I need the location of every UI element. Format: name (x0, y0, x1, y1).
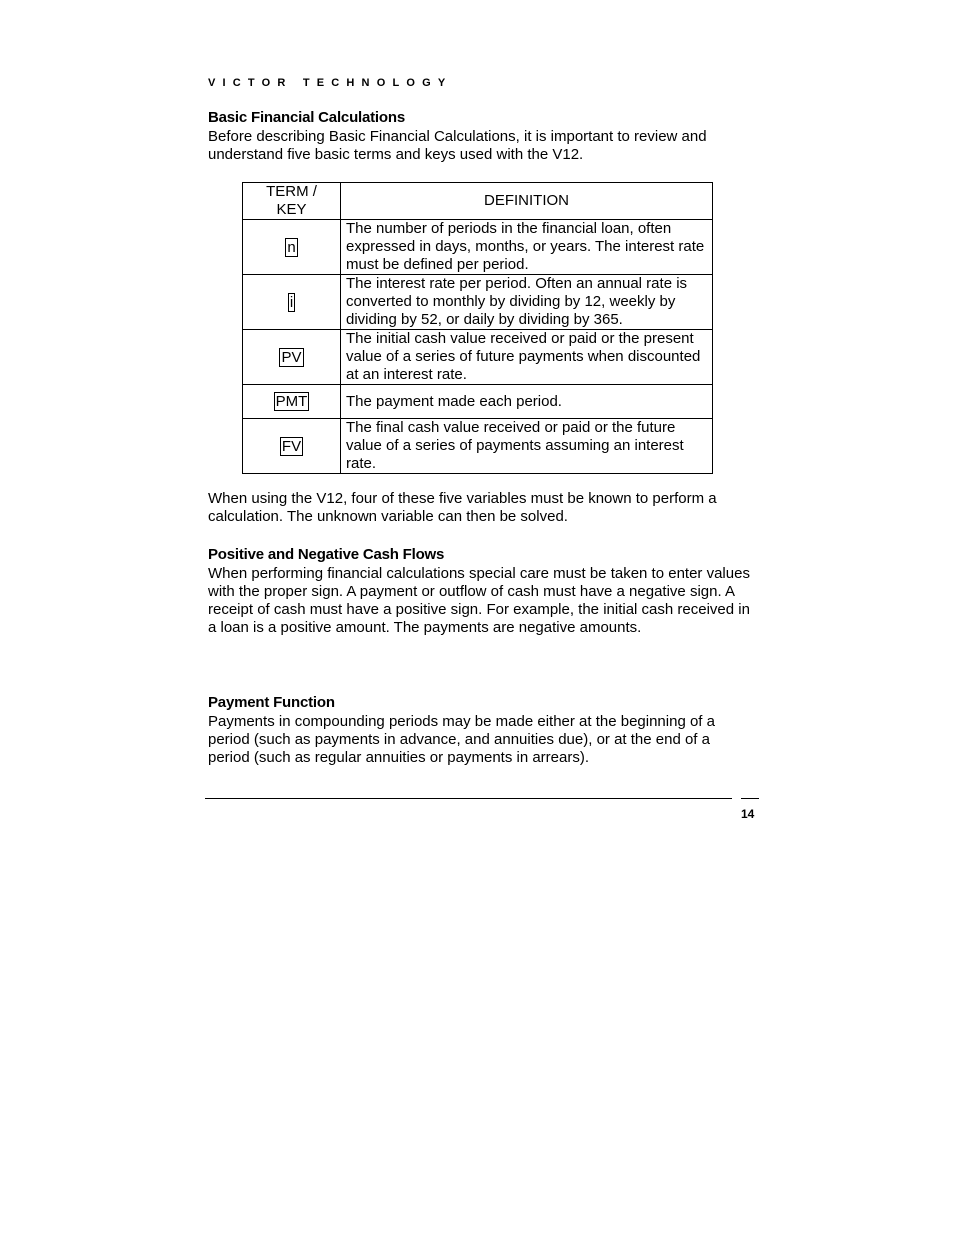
section-heading-cash-flows: Positive and Negative Cash Flows (208, 546, 445, 563)
footer-rule-short (741, 798, 759, 799)
running-header: VICTOR TECHNOLOGY (208, 77, 453, 89)
key-pmt: PMT (275, 393, 308, 410)
table-row-pv (243, 330, 713, 385)
term-cell (243, 385, 341, 419)
cash-flows-paragraph: When performing financial calculations special care must be taken to enter values with the proper sign. A payment or outflow of cash must have a negative sign. A receipt of cash must have a positive sign. For example, the initial cash received in a loan is a positive amount. The payments are negative amounts. (208, 565, 750, 636)
definition-cell: The payment made each period. (341, 385, 713, 419)
key-i: i (289, 293, 294, 311)
term-cell (243, 330, 341, 385)
definition-column-header: DEFINITION (341, 183, 713, 220)
table-row-pmt (243, 385, 713, 419)
terms-table (242, 182, 713, 474)
definition-cell: The final cash value received or paid or the future value of a series of payments assuming an interest rate. (341, 419, 713, 474)
section-heading-payment-function: Payment Function (208, 694, 335, 711)
definition-cell: The number of periods in the financial loan, often expressed in days, months, or years. The interest rate must be defined per period. (341, 220, 713, 275)
term-cell (243, 275, 341, 330)
intro-paragraph: Before describing Basic Financial Calculations, it is important to review and understand five basic terms and keys used with the V12. (208, 128, 707, 163)
term-cell (243, 220, 341, 275)
table-row-n (243, 220, 713, 275)
section-heading-basic-financial-calculations: Basic Financial Calculations (208, 109, 405, 126)
payment-function-paragraph: Payments in compounding periods may be made either at the beginning of a period (such as payments in advance, and annuities due), or at the end of a period (such as regular annuities or payments in arrears). (208, 713, 715, 766)
key-pv: PV (281, 348, 302, 366)
term-key-column-header: TERM / KEY (243, 183, 341, 220)
page-number: 14 (741, 807, 755, 821)
table-row-i (243, 275, 713, 330)
key-fv: FV (281, 437, 302, 455)
definition-cell: The interest rate per period. Often an annual rate is converted to monthly by dividing by 12, weekly by dividing by 52, or daily by dividing by 365. (341, 275, 713, 330)
term-cell (243, 419, 341, 474)
table-header-row (243, 183, 713, 220)
after-table-paragraph: When using the V12, four of these five variables must be known to perform a calculation. The unknown variable can then be solved. (208, 490, 717, 525)
definition-cell: The initial cash value received or paid or the present value of a series of future payments when discounted at an interest rate. (341, 330, 713, 385)
table-row-fv (243, 419, 713, 474)
key-n: n (287, 238, 296, 256)
footer-rule (205, 798, 732, 799)
